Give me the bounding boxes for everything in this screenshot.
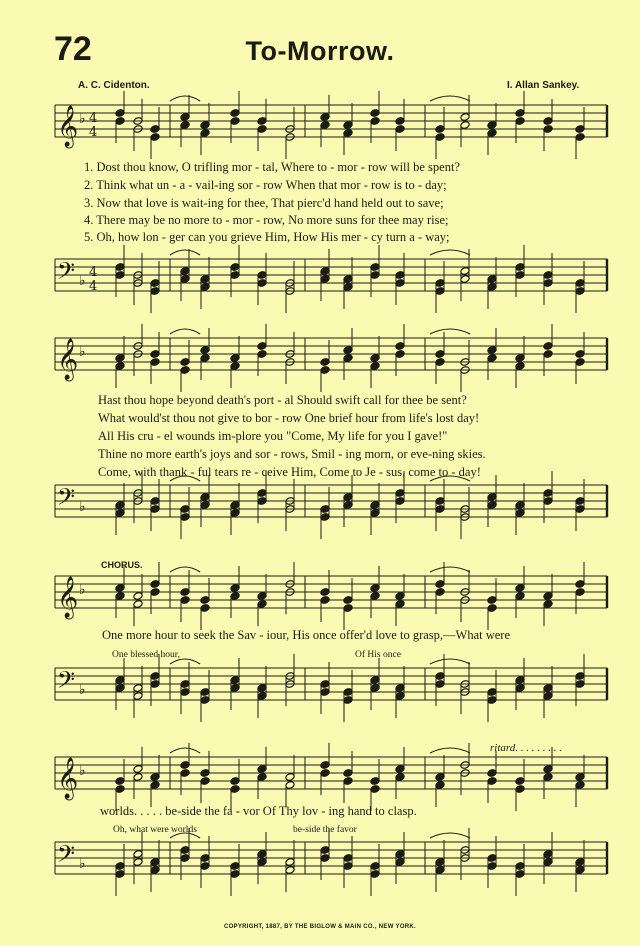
- chorus-bass-lyric-2a: Oh, what were worlds: [113, 825, 197, 835]
- hymn-number: 72: [54, 30, 92, 68]
- tie: [430, 833, 470, 838]
- flat-sign: ♭: [79, 344, 86, 360]
- tie: [170, 748, 200, 753]
- treble-clef: 𝄞: [57, 339, 79, 380]
- verse-4-line-1: 4. There may be no more to - mor - row, No more suns for thee may rise;: [84, 213, 449, 227]
- chorus-lyric-line-2: worlds. . . . . be-side the fa - vor Of Thy lov - ing hand to clasp.: [100, 804, 417, 818]
- treble-clef: 𝄞: [57, 577, 79, 618]
- time-signature-top: 4: [89, 111, 98, 126]
- tie: [170, 567, 200, 572]
- copyright-notice: COPYRIGHT, 1887, BY THE BIGLOW & MAIN CO., NEW YORK.: [223, 924, 417, 930]
- composer-credit: I. Allan Sankey.: [507, 80, 580, 91]
- verse-1-line-2: Hast thou hope beyond death's port - al Should swift call for thee be sent?: [98, 393, 467, 407]
- verse-2-line-1: 2. Think what un - a - vail-ing sor - row When that mor - row is to - day;: [84, 178, 447, 192]
- flat-sign: ♭: [79, 682, 86, 698]
- treble-clef: 𝄞: [57, 106, 79, 147]
- bass-clef: 𝄢: [57, 483, 76, 516]
- chorus-bass-lyric-2b: be-side the favor: [293, 825, 357, 835]
- tie: [430, 329, 470, 334]
- author-credit: A. C. Cidenton.: [78, 80, 150, 91]
- bass-clef: 𝄢: [57, 840, 76, 873]
- verse-5-line-2: Come, with thank - ful tears re - ceive Him, Come to Je - sus, come to - day!: [98, 465, 481, 479]
- tie: [430, 96, 470, 101]
- tie: [170, 329, 200, 334]
- flat-sign: ♭: [79, 273, 86, 289]
- verse-2-line-2: What would'st thou not give to bor - row One brief hour from life's lost day!: [98, 411, 480, 425]
- time-signature-bottom: 4: [89, 125, 98, 140]
- bass-clef: 𝄢: [57, 257, 76, 290]
- chorus-bass-lyric-1a: One blessed hour,: [112, 650, 180, 660]
- flat-sign: ♭: [79, 763, 86, 779]
- tie: [430, 748, 470, 753]
- chorus-bass-lyric-1b: Of His once: [355, 650, 401, 660]
- chorus-label: CHORUS.: [101, 560, 143, 570]
- tie: [170, 250, 200, 255]
- ritard-marking: ritard. . . . . . . . .: [490, 742, 563, 754]
- tie: [430, 250, 470, 255]
- verse-4-line-2: Thine no more earth's joys and sor - rows, Smil - ing morn, or eve-ning skies.: [98, 447, 486, 461]
- verse-3-line-2: All His cru - el wounds im-plore you "Come, My life for you I gave!": [98, 429, 448, 443]
- chorus-lyric-line-1: One more hour to seek the Sav - iour, His once offer'd love to grasp,—What were: [102, 628, 510, 642]
- time-signature-bottom: 4: [89, 279, 98, 294]
- tie: [170, 96, 200, 101]
- flat-sign: ♭: [79, 499, 86, 515]
- tie: [430, 567, 470, 572]
- hymn-title: To-Morrow.: [245, 36, 395, 66]
- verse-3-line-1: 3. Now that love is wait-ing for thee, That pierc'd hand held out to save;: [84, 196, 444, 210]
- verse-5-line-1: 5. Oh, how lon - ger can you grieve Him, How His mer - cy turn a - way;: [84, 230, 450, 244]
- flat-sign: ♭: [79, 856, 86, 872]
- time-signature-top: 4: [89, 265, 98, 280]
- treble-clef: 𝄞: [57, 758, 79, 799]
- flat-sign: ♭: [79, 582, 86, 598]
- flat-sign: ♭: [79, 111, 86, 127]
- tie: [430, 659, 470, 664]
- bass-clef: 𝄢: [57, 666, 76, 699]
- verse-1-line-1: 1. Dost thou know, O trifling mor - tal, Where to - mor - row will be spent?: [84, 160, 460, 174]
